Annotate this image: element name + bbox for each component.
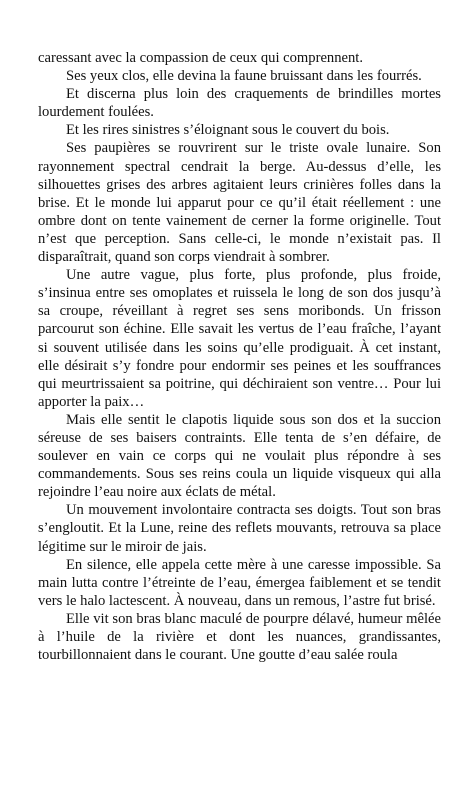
paragraph-9: En silence, elle appela cette mère à une caresse impossible. Sa main lutta contre l’étreinte de l’eau, émergea faiblement et se tendit vers le halo lactescent. À nouveau, dans un remous, l’astre fut brisé.	[38, 556, 441, 609]
paragraph-4: Et les rires sinistres s’éloignant sous le couvert du bois.	[66, 122, 390, 139]
paragraph-3: Et discerna plus loin des craquements de brindilles mortes lourdement foulées.	[38, 86, 441, 121]
paragraph-1: caressant avec la compassion de ceux qui comprennent.	[38, 50, 363, 66]
paragraph-2: Ses yeux clos, elle devina la faune bruissant dans les fourrés.	[66, 68, 422, 85]
paragraph-6: Une autre vague, plus forte, plus profonde, plus froide, s’insinua entre ses omoplates et ruissela le long de son dos jusqu’à sa croupe, réveillant à regret ses sens moribonds. Un frisson parcourut son échine. Elle savait les vertus de l’eau fraîche, l’ayant si souvent utilisée dans les soins qu’elle prodiguait. À cet instant, elle désirait s’y fondre pour endormir ses peines et les souffrances qui meurtrissaient sa poitrine, qui déchiraient son ventre… Pour lui apporter la paix…	[38, 267, 441, 410]
body-text	[38, 49, 441, 664]
paragraph-5: Ses paupières se rouvrirent sur le triste ovale lunaire. Son rayonnement spectral cendrait la berge. Au-dessus d’elle, les silhouettes grises des arbres agitaient leurs crinières folles dans la brise. Et le monde lui apparut pour ce qu’il était réellement : une ombre dont on tente vainement de cerner la forme originelle. Tout n’est que perception. Sans celle-ci, le monde n’existait pas. Il disparaîtrait, quand son corps viendrait à sombrer.	[38, 140, 441, 266]
paragraph-7: Mais elle sentit le clapotis liquide sous son dos et la succion séreuse de ses baisers contraints. Elle tenta de s’en défaire, de soulever en vain ce corps qui ne voulait plus répondre à ses commandements. Sous ses reins coula un liquide visqueux qui alla rejoindre l’eau noire aux éclats de métal.	[38, 411, 441, 501]
paragraph-10: Elle vit son bras blanc maculé de pourpre délavé, humeur mêlée à l’huile de la rivière et dont les nuances, grandissantes, tourbillonnaient dans le courant. Une goutte d’eau salée roula	[38, 610, 441, 664]
paragraph-8: Un mouvement involontaire contracta ses doigts. Tout son bras s’engloutit. Et la Lune, reine des reflets mouvants, retrouva sa place légitime sur le miroir de jais.	[38, 502, 441, 555]
